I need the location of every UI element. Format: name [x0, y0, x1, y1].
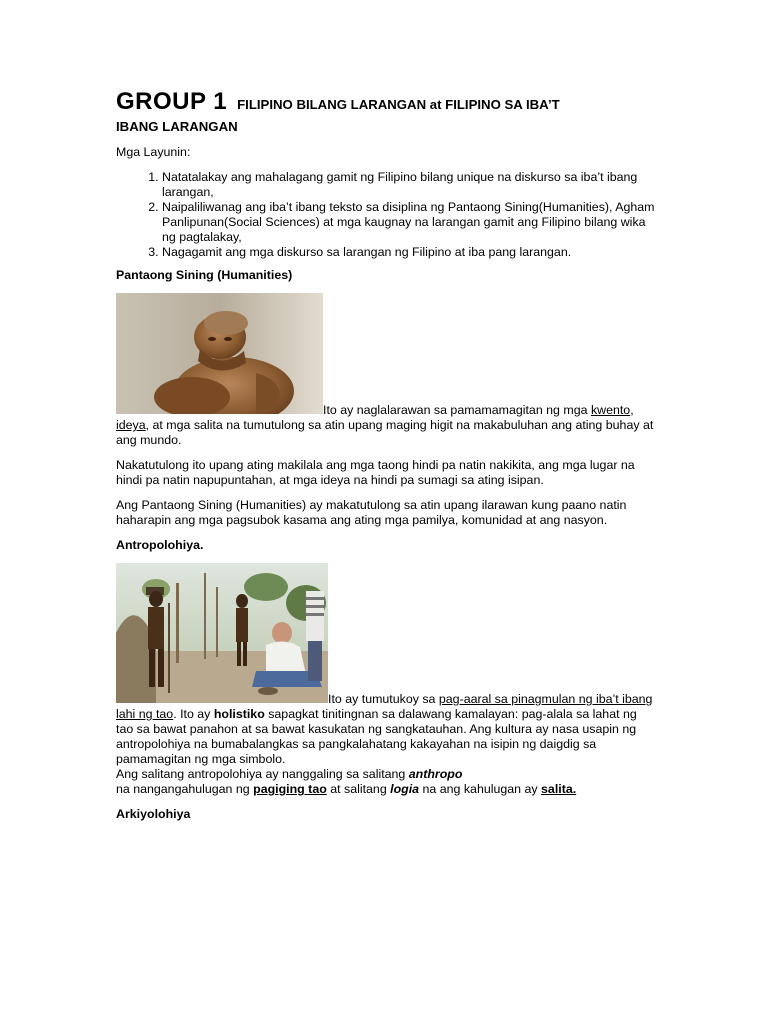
field-research-photo: [116, 563, 328, 707]
section-heading-archaeology: Arkiyolohiya: [116, 807, 191, 821]
humanities-paragraph-3: Ang Pantaong Sining (Humanities) ay makatutulong sa atin upang ilarawan kung paano natin haharapin ang mga pagsubok kasama ang ating mga pamilya, komunidad at ang nasyon.: [116, 498, 627, 527]
link-kwento[interactable]: kwento: [590, 403, 631, 417]
link-ideya[interactable]: ideya: [116, 418, 146, 432]
objectives-list: [116, 170, 656, 260]
document-subtitle: FILIPINO BILANG LARANGAN at FILIPINO SA IBA’T: [237, 97, 560, 112]
anthropology-paragraph-1: Ito ay tumutukoy sa pag-aaral sa pinagmulan ng iba’t ibang lahi ng tao. Ito ay holistiko sapagkat tinitingnan sa dalawang kamalayan: pag-alala sa lahat ng tao sa bawat panahon at sa bawat kasukatan ng sangkatauhan. Ang kultura ay nasa usapin ng antropolohiya na bumabalangkas sa pangkalahatang kakayahan na isipin ng daigdig sa pamamagitan ng mga simbolo.: [116, 563, 656, 767]
objective-item: 3. Nagagamit ang mga diskurso sa larangan ng Filipino at iba pang larangan.: [162, 245, 656, 260]
link-anthropology-definition[interactable]: pag-aaral sa pinagmulan ng iba’t ibang lahi ng tao: [116, 692, 653, 721]
group-title: GROUP 1: [116, 88, 228, 115]
sculpture-photo: [116, 293, 323, 418]
objective-item: 1. Natatalakay ang mahalagang gamit ng Filipino bilang unique na diskurso sa iba’t ibang larangan,: [162, 170, 656, 200]
humanities-paragraph-1: Ito ay naglalarawan sa pamamamagitan ng mga kwento, ideya, at mga salita na tumutulong sa atin upang maging higit na makabuluhan ang ating buhay at ang mundo.: [116, 293, 656, 448]
document-subtitle-continued: IBANG LARANGAN: [116, 119, 238, 134]
objective-item: 2. Naipaliliwanag ang iba’t ibang teksto sa disiplina ng Pantaong Sining(Humanities), Agham Panlipunan(Social Sciences) at mga kaugnay na larangan gamit ang Filipino bilang wika ng pagtalakay,: [162, 200, 656, 245]
humanities-paragraph-2: Nakatutulong ito upang ating makilala ang mga taong hindi pa natin nakikita, ang mga lugar na hindi pa natin napupuntahan, at mga ideya na hindi pa sumagi sa ating isipan.: [116, 458, 635, 487]
document-content: [116, 88, 656, 832]
title-line: [116, 88, 656, 119]
section-heading-humanities: Pantaong Sining (Humanities): [116, 268, 293, 282]
objectives-label: Mga Layunin:: [116, 145, 191, 159]
section-heading-anthropology: Antropolohiya.: [116, 538, 204, 552]
anthropology-paragraph-2: Ang salitang antropolohiya ay nanggaling sa salitang anthropo na nangangahulugan ng pagiging tao at salitang logia na ang kahulugan ay salita.: [116, 767, 577, 796]
